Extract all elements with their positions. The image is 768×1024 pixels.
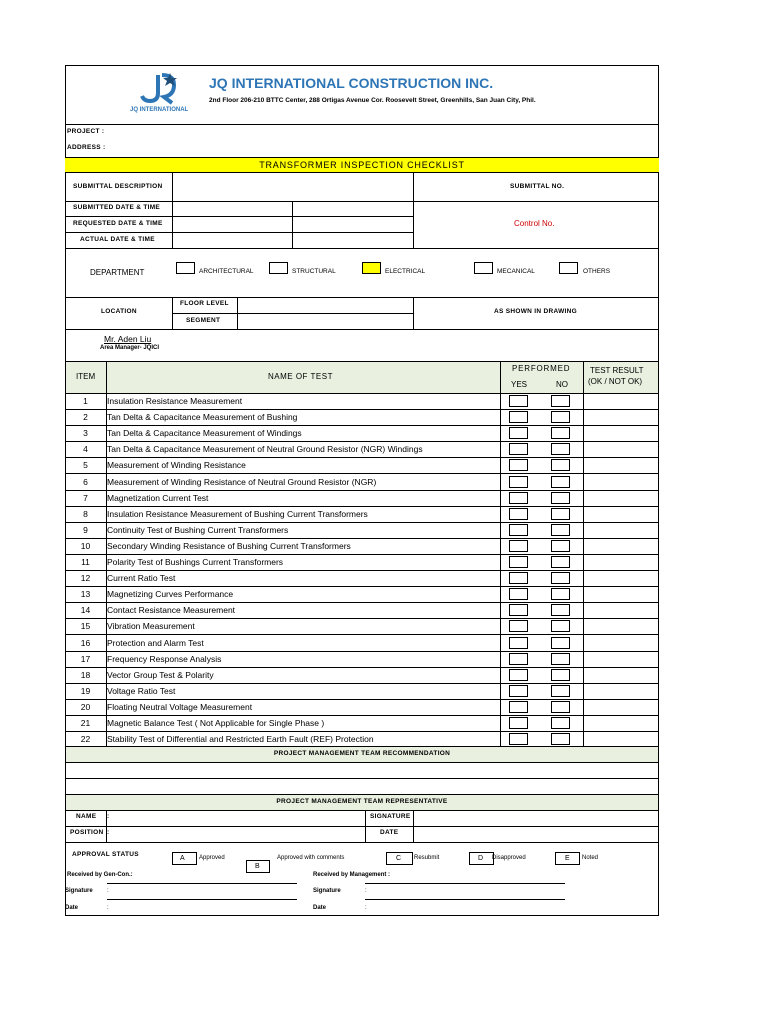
- table-row: [65, 425, 659, 441]
- no-checkbox[interactable]: [551, 556, 570, 568]
- approval-label-e: Noted: [582, 855, 599, 861]
- table-row: [65, 731, 659, 747]
- yes-checkbox[interactable]: [509, 653, 528, 665]
- no-checkbox[interactable]: [551, 524, 570, 536]
- test-number: 2: [83, 412, 88, 423]
- test-number: 21: [80, 718, 91, 728]
- test-name: Insulation Resistance Measurement of Bushing Current Transformers: [107, 508, 368, 519]
- table-row: [65, 522, 659, 538]
- test-name: Tan Delta & Capacitance Measurement of Neutral Ground Resistor (NGR) Windings: [107, 444, 423, 455]
- approval-label-c: Resubmit: [414, 855, 440, 861]
- no-checkbox[interactable]: [551, 395, 570, 407]
- test-name: Tan Delta & Capacitance Measurement of Windings: [107, 428, 302, 439]
- date-label: DATE: [380, 829, 399, 836]
- table-row: [65, 586, 659, 602]
- test-number: 4: [83, 444, 88, 455]
- architectural-label: ARCHITECTURAL: [199, 268, 254, 275]
- no-checkbox[interactable]: [551, 411, 570, 423]
- test-name: Secondary Winding Resistance of Bushing Current Transformers: [107, 540, 351, 551]
- no-checkbox[interactable]: [551, 459, 570, 471]
- company-name: JQ INTERNATIONAL CONSTRUCTION INC.: [209, 75, 494, 91]
- no-checkbox[interactable]: [551, 733, 570, 745]
- requested-date-label: REQUESTED DATE & TIME: [73, 220, 163, 227]
- company-logo-icon: [128, 71, 198, 113]
- no-checkbox[interactable]: [551, 572, 570, 584]
- test-number: 14: [80, 605, 91, 616]
- test-number: 6: [83, 476, 88, 487]
- submittal-no-label: SUBMITTAL NO.: [510, 183, 565, 190]
- manager-title: Area Manager- JQICI: [100, 345, 160, 351]
- date-gen-colon: :: [107, 905, 109, 911]
- test-name: Continuity Test of Bushing Current Transformers: [107, 524, 289, 535]
- test-name: Magnetic Balance Test ( Not Applicable for Single Phase ): [107, 718, 325, 728]
- electrical-label: ELECTRICAL: [385, 268, 426, 275]
- manager-name: Mr. Aden Liu: [104, 334, 152, 344]
- test-number: 22: [80, 734, 91, 745]
- date-mgmt-label: Date: [313, 905, 327, 911]
- test-name: Frequency Response Analysis: [107, 653, 222, 664]
- test-name: Voltage Ratio Test: [107, 685, 176, 696]
- no-checkbox[interactable]: [551, 540, 570, 552]
- mecanical-label: MECANICAL: [497, 268, 535, 275]
- date-mgmt-colon: :: [365, 905, 367, 911]
- test-name: Magnetizing Curves Performance: [107, 589, 234, 600]
- test-number: 20: [80, 701, 91, 712]
- submitted-date-label: SUBMITTED DATE & TIME: [73, 204, 161, 211]
- yes-checkbox[interactable]: [509, 524, 528, 536]
- no-checkbox[interactable]: [551, 476, 570, 488]
- approval-label-d: Disapproved: [492, 855, 526, 861]
- no-checkbox[interactable]: [551, 508, 570, 520]
- table-row: [65, 393, 659, 409]
- department-label: DEPARTMENT: [90, 268, 145, 277]
- yes-checkbox[interactable]: [509, 733, 528, 745]
- table-row: [65, 715, 659, 731]
- test-number: 10: [80, 540, 91, 551]
- floor-level-label: FLOOR LEVEL: [180, 300, 229, 307]
- yes-checkbox[interactable]: [509, 717, 528, 729]
- as-shown-label: AS SHOWN IN DRAWING: [494, 308, 577, 315]
- date-gen-label: Date: [65, 905, 79, 911]
- test-name: Contact Resistance Measurement: [107, 605, 236, 616]
- test-name: Stability Test of Differential and Restricted Earth Fault (REF) Protection: [107, 734, 374, 745]
- table-row: [65, 538, 659, 554]
- test-name: Protection and Alarm Test: [107, 637, 204, 648]
- table-row: [65, 570, 659, 586]
- yes-header: YES: [511, 380, 528, 389]
- table-row: [65, 667, 659, 683]
- svg-text:JQ INTERNATIONAL: JQ INTERNATIONAL: [130, 107, 189, 113]
- actual-date-label: ACTUAL DATE & TIME: [80, 236, 155, 243]
- no-header: NO: [556, 380, 568, 389]
- test-number: 3: [83, 428, 88, 439]
- test-number: 16: [80, 637, 91, 648]
- test-number: 11: [81, 557, 90, 567]
- test-number: 19: [80, 685, 91, 696]
- no-checkbox[interactable]: [551, 443, 570, 455]
- yes-checkbox[interactable]: [509, 540, 528, 552]
- yes-checkbox[interactable]: [509, 443, 528, 455]
- table-row: [65, 635, 659, 651]
- test-number: 15: [80, 621, 91, 632]
- test-number: 12: [80, 573, 91, 584]
- table-row: [65, 602, 659, 618]
- control-no-label: Control No.: [514, 219, 555, 228]
- table-row: [65, 441, 659, 457]
- test-number: 1: [83, 396, 88, 406]
- table-row: [65, 683, 659, 699]
- representative-header: PROJECT MANAGEMENT TEAM REPRESENTATIVE: [276, 798, 448, 805]
- test-number: 5: [83, 460, 88, 471]
- signature-mgmt-colon: :: [365, 888, 367, 894]
- yes-checkbox[interactable]: [509, 459, 528, 471]
- no-checkbox[interactable]: [551, 717, 570, 729]
- approval-code-c: C: [396, 855, 402, 862]
- name-of-test-header: NAME OF TEST: [268, 372, 333, 381]
- others-checkbox[interactable]: [559, 262, 578, 274]
- test-name: Insulation Resistance Measurement: [107, 396, 243, 406]
- no-checkbox[interactable]: [551, 701, 570, 713]
- approval-code-d: D: [478, 855, 484, 862]
- table-row: [65, 506, 659, 522]
- yes-checkbox[interactable]: [509, 395, 528, 407]
- name-colon: :: [107, 813, 110, 820]
- yes-checkbox[interactable]: [509, 685, 528, 697]
- test-result-header: TEST RESULT: [590, 366, 644, 375]
- approval-label-a: Approved: [199, 855, 225, 861]
- yes-checkbox[interactable]: [509, 476, 528, 488]
- table-row: [65, 474, 659, 490]
- yes-checkbox[interactable]: [509, 572, 528, 584]
- position-colon: :: [107, 829, 110, 836]
- test-number: 9: [83, 524, 88, 535]
- yes-checkbox[interactable]: [509, 637, 528, 649]
- no-checkbox[interactable]: [551, 427, 570, 439]
- no-checkbox[interactable]: [551, 685, 570, 697]
- test-number: 13: [80, 589, 91, 600]
- test-number: 17: [80, 653, 91, 664]
- mecanical-checkbox[interactable]: [474, 262, 493, 274]
- no-checkbox[interactable]: [551, 604, 570, 616]
- yes-checkbox[interactable]: [509, 427, 528, 439]
- table-row: [65, 457, 659, 473]
- address-label: ADDRESS :: [67, 144, 106, 151]
- yes-checkbox[interactable]: [509, 604, 528, 616]
- recommendation-header: PROJECT MANAGEMENT TEAM RECOMMENDATION: [273, 750, 451, 757]
- company-address: 2nd Floor 206-210 BTTC Center, 288 Ortigas Avenue Cor. Roosevelt Street, Greenhills, San Juan City, Phil.: [209, 97, 536, 104]
- test-number: 8: [83, 508, 88, 519]
- signature-gen-colon: :: [107, 888, 109, 894]
- no-checkbox[interactable]: [551, 620, 570, 632]
- yes-checkbox[interactable]: [509, 620, 528, 632]
- test-name: Magnetization Current Test: [107, 492, 209, 503]
- yes-checkbox[interactable]: [509, 588, 528, 600]
- yes-checkbox[interactable]: [509, 411, 528, 423]
- no-checkbox[interactable]: [551, 669, 570, 681]
- approval-label-b: Approved with comments: [277, 855, 345, 861]
- table-row: [65, 554, 659, 570]
- yes-checkbox[interactable]: [509, 556, 528, 568]
- table-row: [65, 699, 659, 715]
- architectural-checkbox[interactable]: [176, 262, 195, 274]
- test-result-sub-header: (OK / NOT OK): [588, 377, 643, 386]
- structural-label: STRUCTURAL: [292, 268, 336, 275]
- signature-gen-label: Signature: [65, 888, 93, 894]
- test-name: Polarity Test of Bushings Current Transformers: [107, 557, 284, 567]
- test-name: Current Ratio Test: [107, 573, 176, 584]
- approval-code-a: A: [180, 855, 185, 862]
- yes-checkbox[interactable]: [509, 492, 528, 504]
- yes-checkbox[interactable]: [509, 508, 528, 520]
- received-by-gen-label: Received by Gen-Con.:: [67, 872, 133, 878]
- no-checkbox[interactable]: [551, 492, 570, 504]
- performed-header: PERFORMED: [512, 364, 571, 373]
- form-title: TRANSFORMER INSPECTION CHECKLIST: [259, 160, 465, 170]
- approval-code-b: B: [255, 863, 260, 870]
- table-row: [65, 651, 659, 667]
- electrical-checkbox[interactable]: [362, 262, 381, 274]
- test-name: Measurement of Winding Resistance of Neutral Ground Resistor (NGR): [107, 476, 377, 487]
- test-number: 18: [80, 669, 91, 680]
- name-label: NAME: [76, 813, 97, 820]
- table-row: [65, 618, 659, 634]
- no-checkbox[interactable]: [551, 588, 570, 600]
- received-by-mgmt-label: Received by Management :: [313, 872, 391, 878]
- test-name: Tan Delta & Capacitance Measurement of Bushing: [107, 412, 298, 423]
- yes-checkbox[interactable]: [509, 669, 528, 681]
- no-checkbox[interactable]: [551, 653, 570, 665]
- approval-status-label: APPROVAL STATUS: [72, 851, 139, 858]
- table-row: [65, 490, 659, 506]
- test-name: Floating Neutral Voltage Measurement: [107, 701, 253, 712]
- no-checkbox[interactable]: [551, 637, 570, 649]
- test-name: Vibration Measurement: [107, 621, 195, 632]
- approval-code-e: E: [565, 855, 570, 862]
- item-header: ITEM: [76, 372, 96, 381]
- test-name: Vector Group Test & Polarity: [107, 669, 214, 680]
- signature-label: SIGNATURE: [370, 813, 411, 820]
- others-label: OTHERS: [583, 268, 611, 275]
- test-name: Measurement of Winding Resistance: [107, 460, 246, 471]
- position-label: POSITION: [70, 829, 104, 836]
- project-label: PROJECT :: [67, 128, 105, 135]
- yes-checkbox[interactable]: [509, 701, 528, 713]
- table-row: [65, 409, 659, 425]
- segment-label: SEGMENT: [186, 317, 221, 324]
- structural-checkbox[interactable]: [269, 262, 288, 274]
- test-number: 7: [83, 492, 88, 503]
- signature-mgmt-label: Signature: [313, 888, 341, 894]
- location-label: LOCATION: [101, 308, 137, 315]
- submittal-description-label: SUBMITTAL DESCRIPTION: [73, 183, 163, 190]
